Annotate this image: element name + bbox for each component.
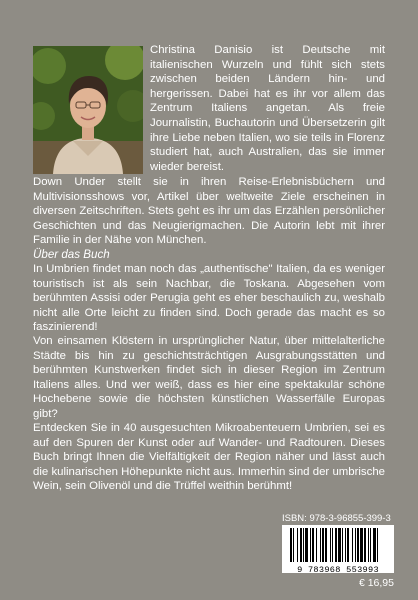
barcode-bars-icon bbox=[282, 525, 394, 565]
author-photo-illustration bbox=[33, 46, 143, 174]
about-book-heading: Über das Buch bbox=[33, 248, 110, 261]
price: € 16,95 bbox=[358, 577, 394, 589]
isbn-label: ISBN: 978-3-96855-399-3 bbox=[282, 513, 391, 524]
author-bio-bottom: Down Under stellt sie in ihren Reise-Erlebnisbüchern und Multivisionsshows vor, Artikel über weltweite Ziele erscheinen in diversen Zeitschriften. Stets geht es ihr um das Erzählen persönlicher Geschichten und das Neugierigmachen. Die Autorin lebt mit ihrer Familie in der Nähe von München. bbox=[33, 176, 385, 247]
about-paragraph-1: In Umbrien findet man noch das „authentische" Italien, da es weniger touristisch ist als sein Nachbar, die Toskana. Abgesehen vom berühmten Assisi oder Perugia geht es eher beschaulich zu, weshalb nicht alle Orte leicht zu finden sind. Doch gerade das macht es so faszinierend! bbox=[33, 263, 385, 334]
author-photo bbox=[33, 46, 143, 174]
about-paragraph-2: Von einsamen Klöstern in ursprünglicher Natur, über mittelalterliche Städte bis hin zu geschichtsträchtigen Ausgrabungsstätten und berühmten Kunstwerken findet sich in dieser Region im Zentrum Italiens alles. Und wer weiß, dass es hier eine spektakulär schöne Hochebene sowie die höchsten künstlichen Wasserfälle Europas gibt? bbox=[33, 335, 385, 420]
barcode-digits: 9 783968 553993 bbox=[297, 565, 379, 575]
author-bio-top: Christina Danisio ist Deutsche mit italienischen Wurzeln und fühlt sich stets zwischen beiden Ländern hin- und hergerissen. Dabei hat es ihr vor allem das Zentrum Italiens angetan. Als freie Journalistin, Buchautorin und Übersetzerin gilt ihre Liebe neben Italien, wo sie teils in Florenz studiert hat, auch Australien, das sie immer wieder bereist. bbox=[150, 44, 385, 173]
about-paragraph-3: Entdecken Sie in 40 ausgesuchten Mikroabenteuern Umbrien, sei es auf den Spuren der Kunst oder auf Wander- und Radtouren. Dieses Buch bringt Ihnen die Vielfältigkeit der Region näher und lässt auch die kulinarischen Höhepunkte nicht aus. Immerhin sind der umbrische Wein, sein Olivenöl und die Trüffel weithin berühmt! bbox=[33, 422, 385, 493]
